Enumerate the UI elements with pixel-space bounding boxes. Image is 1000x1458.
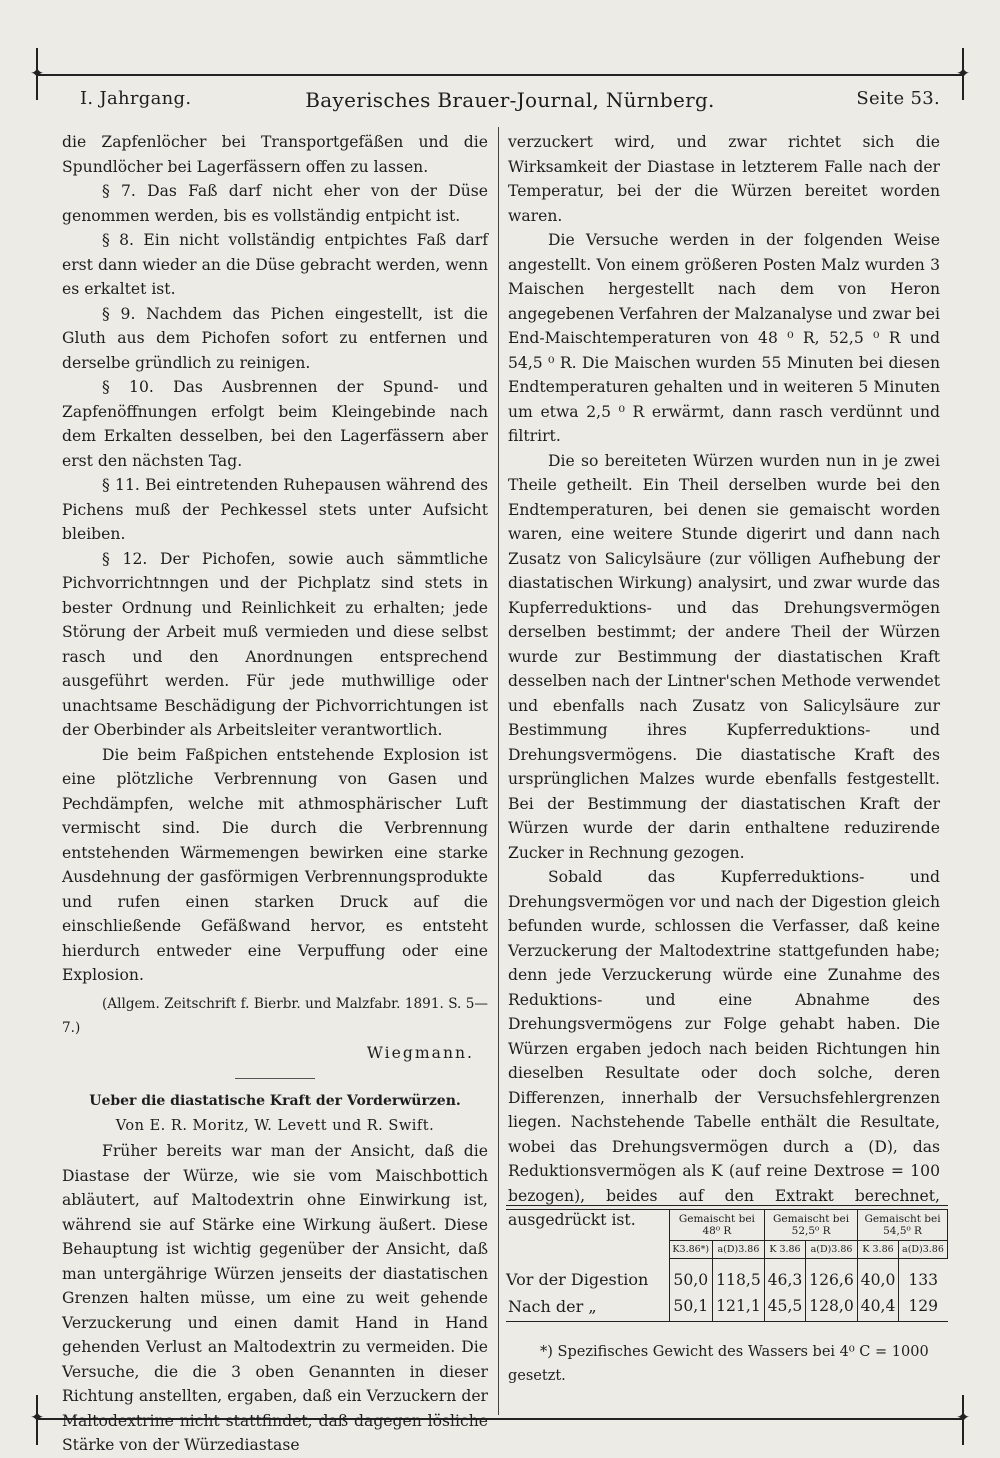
author-signature: Wiegmann. (366, 1043, 474, 1062)
table-row (506, 1291, 948, 1322)
table-footnote (508, 1340, 948, 1388)
paragraph: § 12. Der Pichofen, sowie auch sämmtliche Pichvorrichtnngen und der Pichplatz sind stets in bester Ordnung und Reinlichkeit zu erhalten; jede Störung der Arbeit muß vermieden und diese selbst rasch und den Anordnungen entsprechend ausgeführt werden. Für jede muthwillige oder unachtsame Beschädigung der Pichvorrichtungen ist der Oberbinder als Arbeitsleiter verantwortlich. (62, 549, 488, 739)
table-cell: 50,1 (669, 1291, 712, 1322)
group-header: Gemaischt bei 48⁰ R (669, 1210, 764, 1241)
column-header: K 3.86 (765, 1241, 806, 1259)
table-subheader-row (506, 1241, 948, 1259)
journal-title: Bayerisches Brauer-Journal, Nürnberg. (305, 88, 715, 112)
row-label: Vor der Digestion (506, 1259, 669, 1292)
row-label: Nach der „ (506, 1291, 669, 1322)
table-corner (506, 1210, 669, 1241)
corner-ornament-icon: ✦ (30, 64, 45, 84)
table-cell: 45,5 (765, 1291, 806, 1322)
paragraph: verzuckert wird, und zwar richtet sich die Wirksamkeit der Diastase in letzterem Falle nach der Temperatur, bei der die Würzen bereitet worden waren. (508, 133, 940, 225)
corner-ornament-icon: ✦ (956, 64, 971, 84)
paragraph: Die so bereiteten Würzen wurden nun in je zwei Theile getheilt. Ein Theil derselben wurde bei den Endtemperaturen, bei denen sie gemaischt worden waren, eine weitere Stunde digerirt und dann nach Zusatz von Salicylsäure (zur völligen Aufhebung der diastatischen Wirkung) analysirt, und zwar wurde das Kupferreduktions- und das Drehungsvermögen derselben bestimmt; der andere Theil der Würzen wurde zur Bestimmung der diastatischen Kraft desselben nach der Lintner'schen Methode verwendet und ebenfalls nach Zusatz von Salicylsäure zur Bestimmung ihres Kupferreduktions- und Drehungsvermögens. Die diastatische Kraft des ursprünglichen Malzes wurde ebenfalls festgestellt. Bei der Bestimmung der diastatischen Kraft der Würzen wurde der darin enthaltene reduzirende Zucker in Rechnung gezogen. (508, 451, 940, 862)
paragraph: Sobald das Kupferreduktions- und Drehungsvermögen vor und nach der Digestion gleich befunden wurde, schlossen die Verfasser, daß keine Verzuckerung der Maltodextrine stattgefunden habe; denn jede Verzuckerung würde eine Zunahme des Reduktions- und eine Abnahme des Drehungsvermögens zur Folge gehabt haben. Die Würzen ergaben jedoch nach beiden Richtungen hin dieselben Resultate oder doch solche, deren Differenzen, innerhalb der Versuchsfehlergrenzen liegen. Nachstehende Tabelle enthält die Resultate, wobei das Drehungsvermögen durch a (D), das Reduktionsvermögen als K (auf reine Dextrose = 100 bezogen), beides auf den Extrakt berechnet, ausgedrückt ist. (508, 868, 940, 1229)
table-cell: 40,4 (858, 1291, 899, 1322)
column-header: K3.86*) (669, 1241, 712, 1259)
table-cell: 126,6 (805, 1259, 857, 1292)
table-corner (506, 1241, 669, 1259)
table-row (506, 1259, 948, 1292)
paragraph: § 10. Das Ausbrennen der Spund- und Zapfenöffnungen erfolgt beim Kleingebinde nach dem Erkalten desselben, bei den Lagerfässern aber erst den nächsten Tag. (62, 378, 488, 470)
corner-ornament-icon: ✦ (30, 1408, 45, 1428)
left-column (62, 130, 488, 1458)
article-title: Ueber die diastatische Kraft der Vorderwürzen. (89, 1093, 461, 1109)
right-column (508, 130, 940, 1233)
paragraph: § 9. Nachdem das Pichen eingestellt, ist die Gluth aus dem Pichofen sofort zu entfernen und derselbe gründlich zu reinigen. (62, 304, 488, 372)
footnote-line: gesetzt. (508, 1368, 566, 1384)
table-cell: 133 (908, 1271, 939, 1289)
group-header: Gemaischt bei 54,5⁰ R (858, 1210, 948, 1241)
paragraph: Die Versuche werden in der folgenden Weise angestellt. Von einem größeren Posten Malz wurden 3 Maischen hergestellt nach dem von Heron angegebenen Verfahren der Malzanalyse und zwar bei End-Maischtemperaturen von 48 ⁰ R, 52,5 ⁰ R und 54,5 ⁰ R. Die Maischen wurden 55 Minuten bei diesen Endtemperaturen gehalten und in weiteren 5 Minuten um etwa 2,5 ⁰ R erwärmt, dann rasch verdünnt und filtrirt. (508, 231, 940, 445)
article-separator (235, 1078, 315, 1079)
group-header: Gemaischt bei 52,5⁰ R (765, 1210, 858, 1241)
running-header (80, 88, 940, 116)
paragraph: Die beim Faßpichen entstehende Explosion ist eine plötzliche Verbrennung von Gasen und Pechdämpfen, welche mit athmosphärischer Luft vermischt sind. Die durch die Verbrennung entstehenden Wärmemengen bewirken eine starke Ausdehnung der gasförmigen Verbrennungsprodukte und rufen einen starken Druck auf die einschließende Gefäßwand hervor, es entsteht hierdurch entweder eine Verpuffung oder eine Explosion. (62, 745, 488, 984)
paragraph: § 11. Bei eintretenden Ruhepausen während des Pichens muß der Pechkessel stets unter Aufsicht bleiben. (62, 476, 488, 543)
corner-ornament-icon: ✦ (956, 1408, 971, 1428)
table-cell: 50,0 (669, 1259, 712, 1292)
table-cell: 128,0 (805, 1291, 857, 1322)
footnote-line: *) Spezifisches Gewicht des Wassers bei 4⁰ C = 1000 (540, 1344, 929, 1360)
column-header: K 3.86 (858, 1241, 899, 1259)
column-header: a(D)3.86 (805, 1241, 857, 1259)
table-cell: 129 (908, 1297, 939, 1315)
paragraph: § 8. Ein nicht vollständig entpichtes Faß darf erst dann wieder an die Düse gebracht werden, wenn es erkaltet ist. (62, 231, 488, 298)
table-cell: 46,3 (765, 1259, 806, 1292)
top-border-rule (36, 74, 964, 76)
results-table-wrapper (506, 1205, 948, 1322)
results-table (506, 1210, 948, 1322)
column-header: a(D)3.86 (712, 1241, 764, 1259)
table-header-row (506, 1210, 948, 1241)
paragraph: § 7. Das Faß darf nicht eher von der Düse genommen werden, bis es vollständig entpicht ist. (62, 182, 488, 225)
page-number: Seite 53. (856, 88, 940, 109)
table-cell: 118,5 (712, 1259, 764, 1292)
paragraph: Früher bereits war man der Ansicht, daß die Diastase der Würze, wie sie vom Maischbottich abläutert, auf Maltodextrin ohne Einwirkung ist, während sie auf Stärke eine Wirkung äußert. Diese Behauptung ist wichtig gegenüber der Ansicht, daß man untergährige Würzen jenseits der diastatischen Grenzen halten müsse, um eine zu weit gehende Verzuckerung und einen damit Hand in Hand gehenden Verlust an Maltodextrin zu vermeiden. Die Versuche, die die 3 oben Genannten in dieser Richtung anstellten, ergaben, daß ein Verzuckern der Maltodextrine nicht stattfindet, daß dagegen lösliche Stärke von der Würzediastase (62, 1142, 488, 1454)
column-header: a(D)3.86 (898, 1241, 947, 1259)
article-authors: Von E. R. Moritz, W. Levett und R. Swift. (115, 1117, 435, 1134)
volume-label: I. Jahrgang. (80, 88, 192, 109)
table-cell: 40,0 (858, 1259, 899, 1292)
citation: (Allgem. Zeitschrift f. Bierbr. und Malzfabr. 1891. S. 5—7.) (62, 995, 488, 1036)
paragraph: die Zapfenlöcher bei Transportgefäßen und die Spundlöcher bei Lagerfässern offen zu lassen. (62, 133, 488, 176)
column-divider (498, 127, 499, 1415)
table-cell: 121,1 (712, 1291, 764, 1322)
